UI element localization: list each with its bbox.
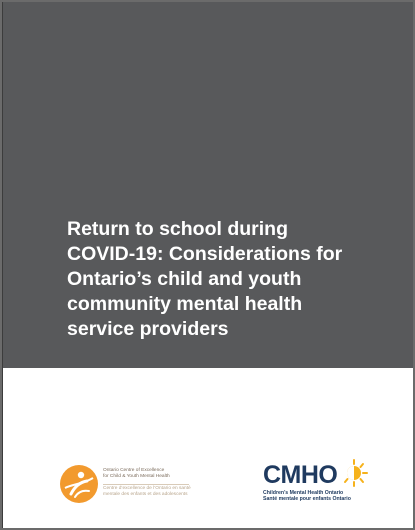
logo-english-text	[103, 468, 170, 479]
logo-french-line: Centre d’excellence de l’Ontario en santé	[103, 486, 191, 491]
document-page	[2, 2, 413, 528]
logo-french-text	[103, 486, 191, 497]
cmho-logo	[261, 458, 371, 508]
title-line: community mental health	[67, 293, 303, 315]
logo-english-line: for Child & Youth Mental Health	[103, 473, 170, 479]
ontario-centre-figure-logo	[59, 464, 99, 504]
ontario-centre-logo	[59, 464, 209, 504]
logo-french-line: mentale des enfants et des adolescents	[103, 491, 188, 497]
logo-english-line: Ontario Centre of Excellence	[103, 468, 165, 473]
cmho-wordmark: CMHO	[263, 461, 338, 489]
title-line: COVID-19: Considerations for	[67, 243, 343, 265]
cover-band	[3, 2, 413, 368]
cmho-subtitle-french: Santé mentale pour enfants Ontario	[263, 496, 351, 502]
title-line: Return to school during	[67, 218, 288, 240]
logo-divider	[103, 484, 189, 485]
sun-icon	[339, 458, 369, 488]
title-line: service providers	[67, 318, 229, 340]
cmho-subtitle-english: Children’s Mental Health Ontario	[263, 490, 344, 496]
document-title	[67, 217, 387, 342]
title-line: Ontario’s child and youth	[67, 268, 302, 290]
